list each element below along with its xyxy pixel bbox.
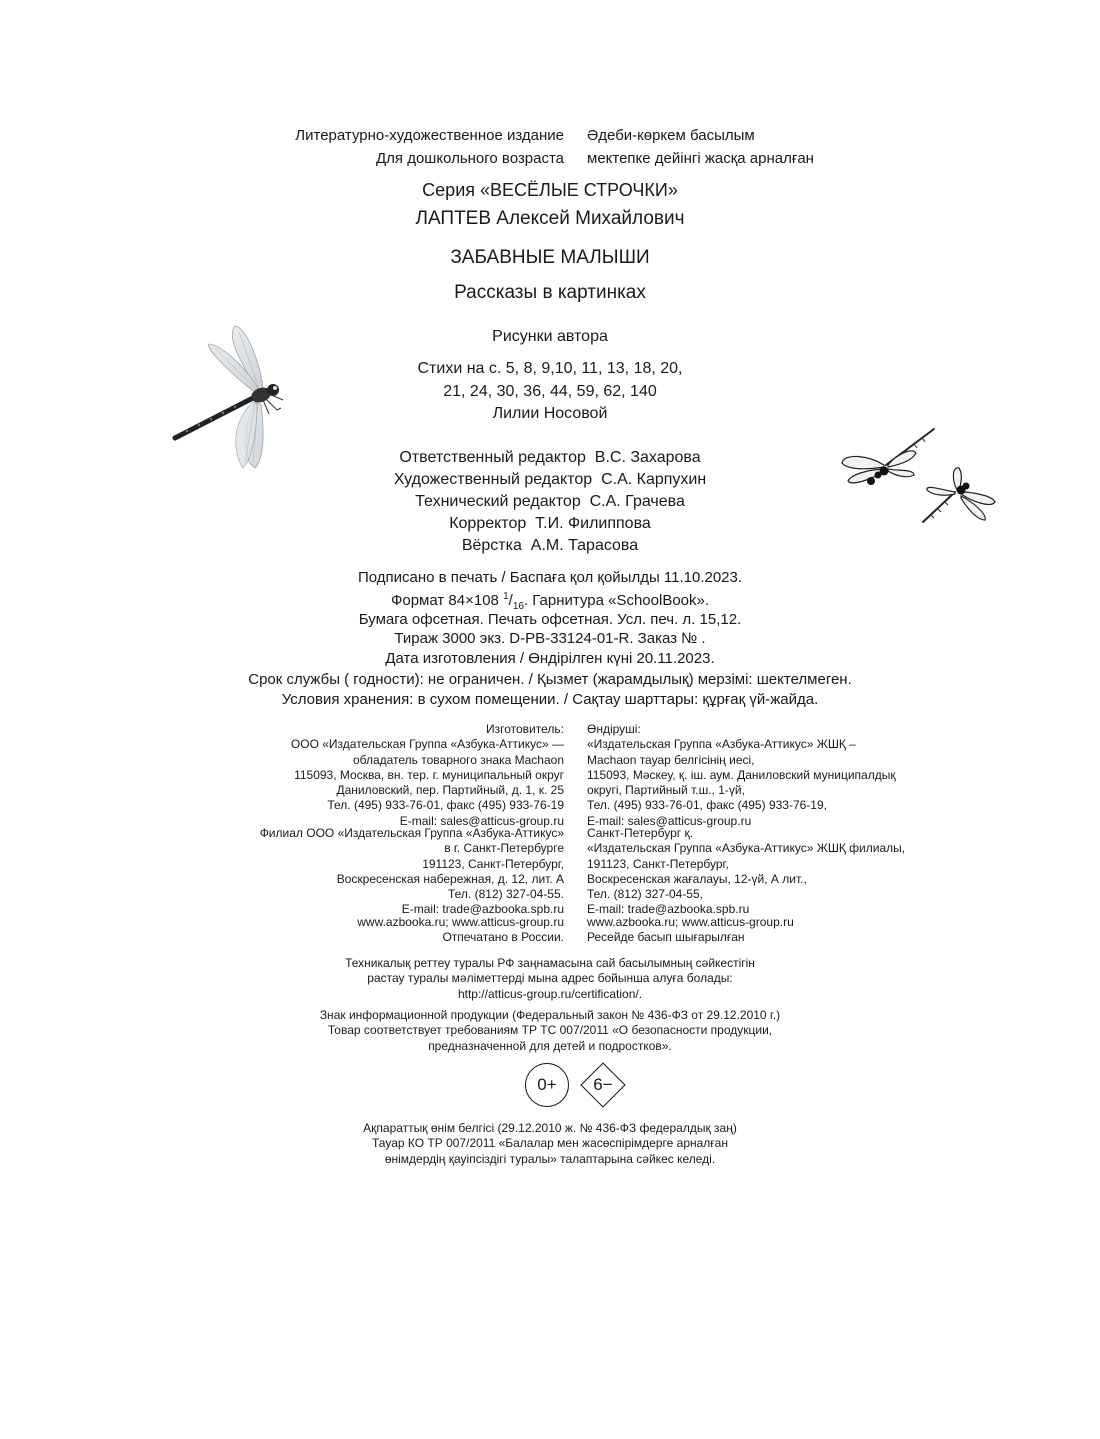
- poems-line2: 21, 24, 30, 36, 44, 59, 62, 140: [443, 383, 657, 400]
- age-rating-circle: [525, 1063, 569, 1107]
- dragonfly-large-icon: [165, 318, 295, 483]
- print-paper: Бумага офсетная. Печать офсетная. Усл. печ. л. 15,12.: [358, 611, 742, 628]
- certification-line: Техникалық реттеу туралы РФ заңнамасына сай басылымның сәйкестігін: [345, 956, 755, 970]
- branch-kz-line: «Издательская Группа «Азбука-Аттикус» ЖШҚ филиалы,: [587, 841, 906, 856]
- info-sign-line: Товар соответствует требованиям ТР ТС 007/2011 «О безопасности продукции,: [327, 1023, 773, 1038]
- branch-kz-line: Воскресенская жағалауы, 12-үй, А лит.,: [587, 871, 807, 886]
- book-subtitle: Рассказы в картинках: [454, 282, 646, 303]
- branch-kz: [587, 826, 947, 918]
- branch-kz-line: E-mail: trade@azbooka.spb.ru: [587, 902, 750, 917]
- credit-person: С.А. Карпухин: [601, 471, 707, 488]
- dragonfly-small-icon: [915, 462, 1000, 532]
- manufacturer-kz-line: «Издательская Группа «Азбука-Аттикус» ЖШҚ –: [587, 737, 856, 752]
- web-ru-links: www.azbooka.ru; www.atticus-group.ru: [357, 915, 564, 929]
- credit-row: [0, 537, 1100, 555]
- manufacturer-ru-line: ООО «Издательская Группа «Азбука-Аттикус» —: [290, 737, 564, 752]
- branch-ru: [204, 826, 564, 918]
- branch-kz-line: Санкт-Петербург қ.: [587, 826, 694, 840]
- age-rating-diamond: [576, 1059, 630, 1111]
- age-rating-circle-text: 0+: [537, 1075, 557, 1094]
- print-storage: Условия хранения: в сухом помещении. / Сақтау шарттары: құрғақ үй-жайда.: [281, 691, 819, 708]
- print-format: Формат 84×108 $^1/_{16}$. Гарнитура «SchoolBook».: [390, 591, 710, 612]
- branch-ru-line: 191123, Санкт-Петербург,: [422, 856, 564, 871]
- manufacturer-ru-line: Изготовитель:: [486, 722, 564, 736]
- branch-kz-line: 191123, Санкт-Петербург,: [587, 856, 729, 871]
- branch-ru-line: в г. Санкт-Петербурге: [444, 841, 564, 856]
- credit-role: Ответственный редактор: [399, 449, 586, 466]
- print-signed: Подписано в печать / Баспаға қол қойылды 11.10.2023.: [357, 569, 743, 586]
- certification-line: растау туралы мәліметтерді мына адрес бойынша алуға болады:: [367, 971, 733, 986]
- kz-info-line: Ақпараттық өнім белгісі (29.12.2010 ж. № 436-ФЗ федералдық заң): [363, 1121, 737, 1135]
- manufacturer-kz-line: Тел. (495) 933-76-01, факс (495) 933-76-19,: [587, 798, 827, 813]
- manufacturer-kz-line: Machaon тауар белгісінің иесі,: [587, 752, 755, 767]
- credit-person: В.С. Захарова: [594, 449, 701, 466]
- manufacturer-ru-line: Тел. (495) 933-76-01, факс (495) 933-76-19: [327, 798, 564, 813]
- header-left-line2: Для дошкольного возраста: [376, 150, 564, 167]
- web-ru-printed: Отпечатано в России.: [442, 930, 564, 945]
- certification-block: [0, 956, 1100, 1002]
- kz-info-line: Тауар КО ТР 007/2011 «Балалар мен жасөспірімдерге арналған: [372, 1136, 728, 1151]
- credit-person: С.А. Грачева: [589, 493, 685, 510]
- format-suffix: . Гарнитура «SchoolBook».: [523, 592, 710, 609]
- illustrations-credit: Рисунки автора: [492, 328, 608, 345]
- web-kz: [587, 915, 947, 946]
- manufacturer-kz-line: Өндіруші:: [587, 722, 641, 736]
- manufacturer-ru-line: E-mail: sales@atticus-group.ru: [399, 813, 564, 828]
- info-sign-line: Знак информационной продукции (Федеральный закон № 436-ФЗ от 29.12.2010 г.): [319, 1008, 781, 1022]
- manufacturer-kz-line: 115093, Мәскеу, қ. іш. аум. Даниловский муниципалдық: [587, 767, 896, 782]
- author-name: ЛАПТЕВ Алексей Михайлович: [415, 208, 685, 229]
- header-right-line1: Әдеби-көркем басылым: [587, 127, 755, 144]
- manufacturer-kz-line: округі, Партийный т.ш., 1-үй,: [587, 783, 745, 798]
- branch-kz-line: Тел. (812) 327-04-55,: [587, 887, 703, 902]
- manufacturer-kz: [587, 722, 947, 829]
- certification-line: http://atticus-group.ru/certification/.: [457, 986, 643, 1001]
- info-sign-block: [0, 1008, 1100, 1054]
- print-shelf-life: Срок службы ( годности): не ограничен. / Қызмет (жарамдылық) мерзімі: шектелмеген.: [248, 671, 852, 688]
- credit-role: Корректор: [449, 515, 527, 532]
- format-prefix: Формат 84×108: [390, 592, 499, 609]
- web-kz-links: www.azbooka.ru; www.atticus-group.ru: [587, 915, 794, 929]
- kz-info-line: өнімдердің қауіпсіздігі туралы» талаптарына сәйкес келеді.: [384, 1151, 716, 1166]
- branch-ru-line: Филиал ООО «Издательская Группа «Азбука-Аттикус»: [259, 826, 564, 840]
- poems-line3: Лилии Носовой: [492, 405, 608, 422]
- manufacturer-ru-line: обладатель товарного знака Machaon: [352, 752, 564, 767]
- credit-person: А.М. Тарасова: [530, 537, 639, 554]
- header-right-line2: мектепке дейінгі жасқа арналған: [587, 150, 814, 167]
- branch-ru-line: Тел. (812) 327-04-55.: [448, 887, 564, 902]
- print-made-date: Дата изготовления / Өндірілген күні 20.11.2023.: [385, 650, 715, 667]
- manufacturer-ru: [204, 722, 564, 829]
- book-title: ЗАБАВНЫЕ МАЛЫШИ: [450, 247, 650, 268]
- manufacturer-ru-line: 115093, Москва, вн. тер. г. муниципальный округ: [294, 767, 564, 782]
- credit-role: Художественный редактор: [393, 471, 593, 488]
- age-rating-diamond-text: 6−: [593, 1075, 613, 1094]
- web-ru: [204, 915, 564, 946]
- web-kz-printed: Ресейде басып шығарылған: [587, 930, 745, 945]
- format-sup: 1: [503, 591, 509, 602]
- credit-role: Вёрстка: [461, 537, 522, 554]
- credit-person: Т.И. Филиппова: [535, 515, 651, 532]
- branch-ru-line: E-mail: trade@azbooka.spb.ru: [401, 902, 564, 917]
- kz-info-block: [0, 1121, 1100, 1167]
- format-sub: 16: [512, 601, 524, 612]
- poems-line1: Стихи на с. 5, 8, 9,10, 11, 13, 18, 20,: [417, 360, 683, 377]
- series-name: Серия «ВЕСЁЛЫЕ СТРОЧКИ»: [422, 180, 678, 200]
- credit-role: Технический редактор: [415, 493, 581, 510]
- manufacturer-ru-line: Даниловский, пер. Партийный, д. 1, к. 25: [336, 783, 564, 798]
- branch-ru-line: Воскресенская набережная, д. 12, лит. А: [336, 871, 564, 886]
- info-sign-line: предназначенной для детей и подростков».: [428, 1038, 672, 1053]
- header-left-line1: Литературно-художественное издание: [295, 127, 564, 144]
- manufacturer-kz-line: E-mail: sales@atticus-group.ru: [587, 813, 752, 828]
- print-run: Тираж 3000 экз. D-PB-33124-01-R. Заказ № .: [394, 630, 706, 647]
